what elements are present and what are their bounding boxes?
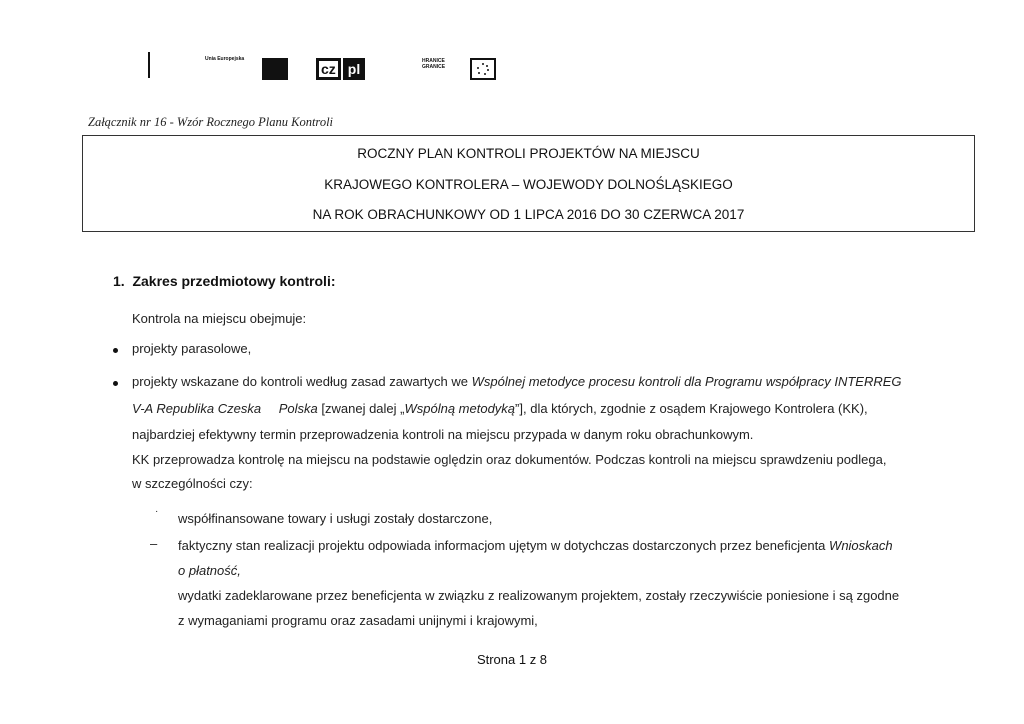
programme-logo <box>316 58 365 80</box>
border-logo-text: HRANICE GRANICE <box>422 58 446 70</box>
text-span: Wnioskach <box>829 538 893 553</box>
title-box <box>82 135 975 232</box>
bullet-icon <box>113 381 118 386</box>
title-line-1: ROCZNY PLAN KONTROLI PROJEKTÓW NA MIEJSCU <box>357 146 700 161</box>
bullet-selected-projects-line-3: najbardziej efektywny termin przeprowadzenia kontroli na miejscu przypada w danym roku obrachunkowym. <box>132 427 754 442</box>
eu-stars-logo <box>470 58 496 80</box>
dash-icon: · <box>155 506 159 517</box>
eu-flag-logo <box>262 58 288 80</box>
bullet-icon <box>113 348 118 353</box>
title-line-3: NA ROK OBRACHUNKOWY OD 1 LIPCA 2016 DO 30 CZERWCA 2017 <box>312 207 745 222</box>
section-heading <box>113 273 336 289</box>
text-span: [zwanej dalej „ <box>321 401 405 416</box>
annex-title: Załącznik nr 16 - Wzór Rocznego Planu Kontroli <box>88 115 334 129</box>
section-heading-text: Zakres przedmiotowy kontroli: <box>132 273 336 289</box>
title-line-2: KRAJOWEGO KONTROLERA – WOJEWODY DOLNOŚLĄSKIEGO <box>324 177 733 192</box>
check-item-goods: współfinansowane towary i usługi zostały dostarczone, <box>178 511 493 526</box>
check-item-expenses-line-1: wydatki zadeklarowane przez beneficjenta w związku z realizowanym projektem, zostały rzeczywiście poniesione i są zgodne <box>178 588 900 603</box>
kk-paragraph-line-2: w szczególności czy: <box>132 476 253 491</box>
text-span: faktyczny stan realizacji projektu odpowiada informacjom ujętym w dotychczas dostarczonych przez beneficjenta <box>178 538 826 553</box>
logo-divider <box>148 52 150 78</box>
methodology-short-name: Wspólną metodyką <box>404 401 516 416</box>
bullet-selected-projects-line-1 <box>132 374 902 389</box>
dash-icon: – <box>150 536 158 551</box>
text-span: projekty wskazane do kontroli według zasad zawartych we <box>132 374 469 389</box>
check-item-expenses-line-2: z wymaganiami programu oraz zasadami unijnymi i krajowymi, <box>178 613 538 628</box>
bullet-umbrella-projects: projekty parasolowe, <box>132 341 252 356</box>
programme-logo-pl: pl <box>343 58 365 80</box>
eu-logo-text: Unia Europejska <box>205 56 245 62</box>
methodology-title: Wspólnej metodyce procesu kontroli dla Programu współpracy INTERREG <box>471 374 902 389</box>
check-item-status-line-1 <box>178 538 893 553</box>
methodology-title-cont: V-A Republika Czeska <box>132 401 262 416</box>
kk-paragraph-line-1: KK przeprowadza kontrolę na miejscu na podstawie oględzin oraz dokumentów. Podczas kontroli na miejscu sprawdzeniu podlega, <box>132 452 887 467</box>
intro-text: Kontrola na miejscu obejmuje: <box>132 311 307 326</box>
methodology-title-cont: Polska <box>278 401 318 416</box>
bullet-selected-projects-line-2 <box>132 401 868 416</box>
text-span: ”], dla których, zgodnie z osądem Krajowego Kontrolera (KK), <box>515 401 868 416</box>
page-number: Strona 1 z 8 <box>476 652 548 667</box>
star-icon <box>472 60 494 78</box>
section-number: 1. <box>113 273 125 289</box>
check-item-status-line-2: o płatność, <box>178 563 241 578</box>
programme-logo-cz: cz <box>316 58 341 80</box>
